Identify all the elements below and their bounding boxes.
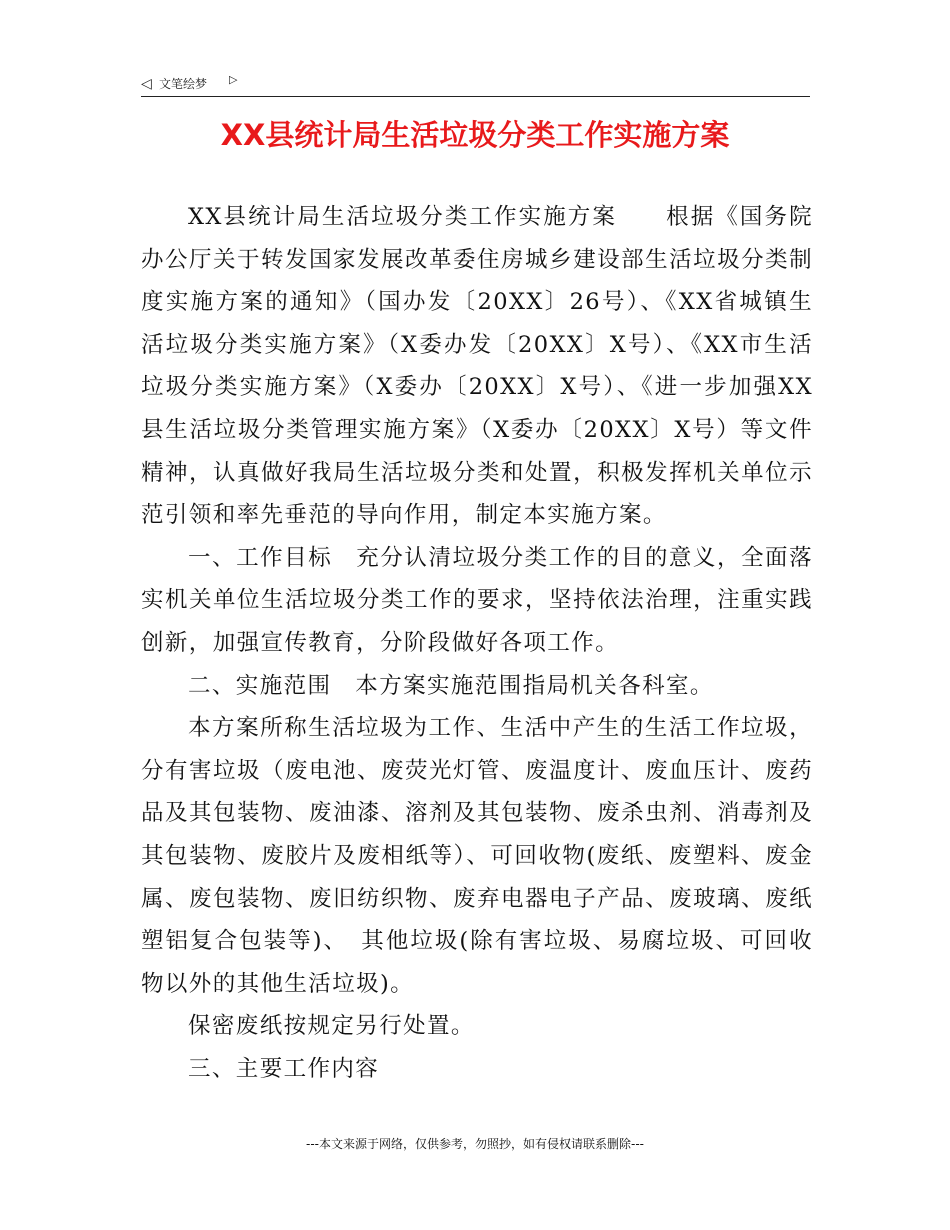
paragraph-goal: 一、工作目标 充分认清垃圾分类工作的目的意义，全面落实机关单位生活垃圾分类工作的要求，坚持依法治理，注重实践创新，加强宣传教育，分阶段做好各项工作。 [141,544,813,656]
section-heading-main-work: 三、主要工作内容 [188,1055,380,1082]
paragraph-confidential: 保密废纸按规定另行处置。 [188,1013,475,1040]
paragraph-scope: 二、实施范围 本方案实施范围指局机关各科室。 [188,672,714,699]
document-body [141,196,813,1090]
header-brand-text: 文笔绘梦 [159,77,208,91]
left-triangle-icon: ◁ [141,76,152,92]
document-title: XX县统计局生活垃圾分类工作实施方案 [220,118,730,152]
page-footer-disclaimer: ---本文来源于网络，仅供参考，勿照抄，如有侵权请联系删除--- [306,1137,644,1151]
paragraph-intro: XX县统计局生活垃圾分类工作实施方案 根据《国务院办公厅关于转发国家发展改革委住房城乡建设部生活垃圾分类制度实施方案的通知》（国办发〔20XX〕26号）、《XX省城镇生活垃圾分类实施方案》（X委办发〔20XX〕X号）、《XX市生活垃圾分类实施方案》（X委办〔20XX〕X号）、《进一步加强XX县生活垃圾分类管理实施方案》（X委办〔20XX〕X号）等文件精神，认真做好我局生活垃圾分类和处置，积极发挥机关单位示范引领和率先垂范的导向作用，制定本实施方案。 [141,204,813,529]
paragraph-definition: 本方案所称生活垃圾为工作、生活中产生的生活工作垃圾，分有害垃圾（废电池、废荧光灯管、废温度计、废血压计、废药品及其包装物、废油漆、溶剂及其包装物、废杀虫剂、消毒剂及其包装物、废胶片及废相纸等）、可回收物(废纸、废塑料、废金属、废包装物、废旧纺织物、废弃电器电子产品、废玻璃、废纸塑铝复合包装等)、 其他垃圾(除有害垃圾、易腐垃圾、可回收物以外的其他生活垃圾)。 [141,715,813,997]
right-triangle-icon: ▷ [229,73,238,86]
page-header [141,72,810,97]
